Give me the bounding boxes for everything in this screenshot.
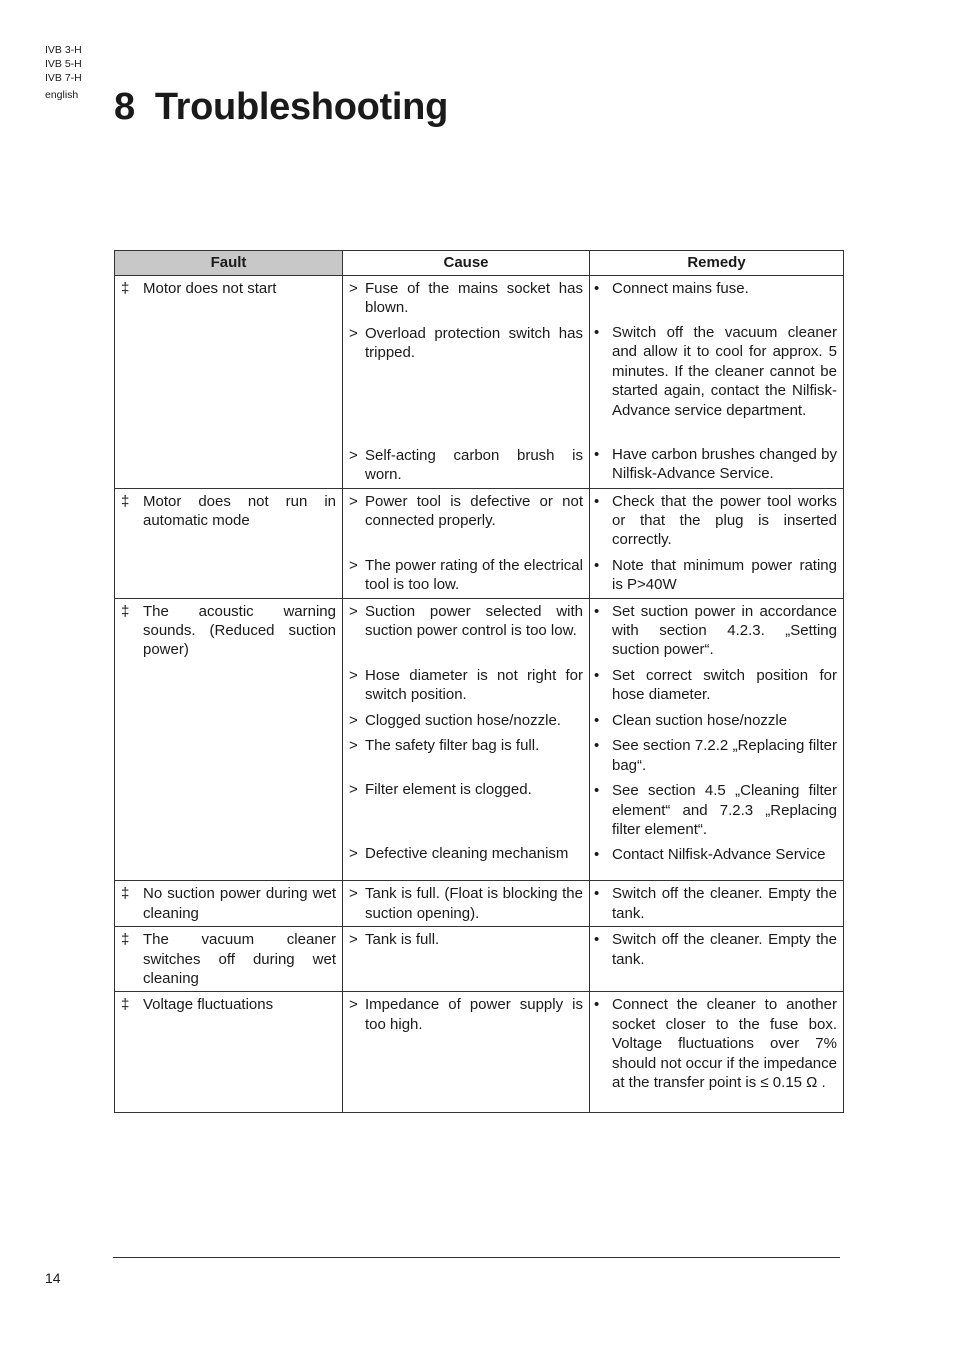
fault-marker-icon: ‡	[121, 602, 130, 620]
fault-text: Voltage fluctuations	[143, 996, 274, 1014]
cause-marker-icon: >	[349, 737, 358, 755]
remedy-text: Have carbon brushes changed by Nilfisk-Advance Service.	[612, 446, 837, 483]
fault-cell	[115, 992, 343, 1113]
cause-text: The safety filter bag is full.	[365, 737, 540, 755]
cause-text: Suction power selected with suction power control is too low.	[365, 602, 583, 640]
remedy-bullet-icon: •	[594, 885, 600, 903]
remedy-bullet-icon: •	[594, 931, 600, 949]
cause-entry	[343, 553, 589, 598]
cause-entry	[343, 992, 589, 1112]
page-title	[114, 84, 448, 130]
fault-marker-icon: ‡	[121, 931, 130, 949]
table-row	[115, 276, 844, 489]
fault-cell	[115, 881, 343, 927]
cause-text: Defective cleaning mechanism	[365, 845, 569, 863]
fault-text: No suction power during wet cleaning	[143, 885, 336, 922]
cause-text: Power tool is defective or not connected properly.	[365, 492, 583, 530]
fault-text: The acoustic warning sounds. (Reduced suction power)	[143, 602, 336, 659]
cause-marker-icon: >	[349, 711, 358, 729]
cause-text: Overload protection switch has tripped.	[365, 324, 583, 362]
model-label: IVB 3-H	[45, 44, 82, 56]
cause-text: Hose diameter is not right for switch position.	[365, 666, 583, 704]
cause-cell	[343, 598, 590, 881]
column-header-fault: Fault	[115, 251, 343, 276]
remedy-text: Set correct switch position for hose diameter.	[612, 666, 837, 704]
fault-cell	[115, 598, 343, 881]
fault-cell	[115, 276, 343, 489]
cause-marker-icon: >	[349, 931, 358, 949]
remedy-entry	[590, 442, 843, 487]
remedy-bullet-icon: •	[594, 996, 600, 1014]
remedy-text: Switch off the cleaner. Empty the tank.	[612, 885, 837, 922]
cause-cell	[343, 488, 590, 598]
fault-marker-icon: ‡	[121, 492, 130, 510]
remedy-text: Connect the cleaner to another socket closer to the fuse box. Voltage fluctuations over 7% should not occur if the impedance at the transfer point is ≤ 0.15 Ω .	[612, 996, 837, 1091]
remedy-bullet-icon: •	[594, 666, 600, 684]
cause-marker-icon: >	[349, 885, 358, 903]
fault-entry	[115, 992, 342, 1017]
remedy-text: Check that the power tool works or that the plug is inserted correctly.	[612, 492, 837, 549]
cause-entry	[343, 927, 589, 991]
fault-cell	[115, 488, 343, 598]
cause-entry	[343, 599, 589, 663]
cause-cell	[343, 276, 590, 489]
remedy-cell	[590, 992, 844, 1113]
cause-entry	[343, 881, 589, 926]
troubleshooting-table	[114, 250, 844, 1113]
cause-text: Clogged suction hose/nozzle.	[365, 711, 561, 729]
cause-entry	[343, 489, 589, 553]
cause-marker-icon: >	[349, 781, 358, 799]
cause-entry	[343, 663, 589, 708]
cause-entry	[343, 276, 589, 321]
remedy-entry	[590, 733, 843, 778]
fault-text: The vacuum cleaner switches off during wet cleaning	[143, 931, 336, 987]
fault-entry	[115, 881, 342, 926]
table-row	[115, 992, 844, 1113]
cause-cell	[343, 881, 590, 927]
table-row	[115, 927, 844, 992]
fault-entry	[115, 276, 342, 301]
remedy-entry	[590, 778, 843, 842]
cause-marker-icon: >	[349, 845, 358, 863]
chapter-number: 8	[114, 86, 135, 128]
remedy-entry	[590, 992, 843, 1112]
cause-text: The power rating of the electrical tool is too low.	[365, 556, 583, 594]
table-row	[115, 881, 844, 927]
cause-cell	[343, 927, 590, 992]
remedy-bullet-icon: •	[594, 737, 600, 755]
cause-marker-icon: >	[349, 280, 358, 297]
cause-text: Filter element is clogged.	[365, 781, 532, 799]
remedy-entry	[590, 276, 843, 320]
remedy-entry	[590, 489, 843, 553]
cause-entry	[343, 841, 589, 879]
remedy-entry	[590, 599, 843, 663]
fault-marker-icon: ‡	[121, 996, 130, 1014]
remedy-text: See section 4.5 „Cleaning filter element“ and 7.2.3 „Replacing filter element“.	[612, 782, 837, 838]
remedy-bullet-icon: •	[594, 782, 600, 800]
remedy-cell	[590, 276, 844, 489]
remedy-entry	[590, 663, 843, 708]
remedy-text: Set suction power in accordance with section 4.2.3. „Setting suction power“.	[612, 602, 837, 659]
cause-marker-icon: >	[349, 492, 358, 510]
model-list	[45, 43, 82, 85]
cause-entry	[343, 708, 589, 733]
cause-marker-icon: >	[349, 996, 358, 1014]
cause-entry	[343, 321, 589, 443]
cause-entry	[343, 733, 589, 777]
remedy-text: Note that minimum power rating is P>40W	[612, 556, 837, 594]
table-body	[115, 276, 844, 1113]
remedy-cell	[590, 488, 844, 598]
fault-marker-icon: ‡	[121, 280, 130, 297]
model-label: IVB 7-H	[45, 72, 82, 84]
cause-text: Tank is full. (Float is blocking the suction opening).	[365, 885, 583, 922]
fault-cell	[115, 927, 343, 992]
cause-text: Tank is full.	[365, 931, 440, 949]
cause-marker-icon: >	[349, 666, 358, 684]
remedy-bullet-icon: •	[594, 711, 600, 729]
remedy-bullet-icon: •	[594, 280, 600, 297]
model-label: IVB 5-H	[45, 58, 82, 70]
fault-text: Motor does not run in automatic mode	[143, 492, 336, 530]
remedy-cell	[590, 598, 844, 881]
cause-text: Impedance of power supply is too high.	[365, 996, 583, 1033]
fault-entry	[115, 927, 342, 991]
cause-text: Fuse of the mains socket has blown.	[365, 280, 583, 317]
column-header-remedy: Remedy	[590, 251, 844, 276]
cause-entry	[343, 777, 589, 841]
remedy-entry	[590, 320, 843, 442]
remedy-cell	[590, 881, 844, 927]
cause-marker-icon: >	[349, 324, 358, 342]
remedy-cell	[590, 927, 844, 992]
cause-entry	[343, 443, 589, 488]
cause-marker-icon: >	[349, 556, 358, 574]
fault-marker-icon: ‡	[121, 885, 130, 903]
remedy-entry	[590, 553, 843, 598]
remedy-entry	[590, 927, 843, 991]
remedy-bullet-icon: •	[594, 492, 600, 510]
cause-marker-icon: >	[349, 602, 358, 620]
table-row	[115, 598, 844, 881]
fault-entry	[115, 599, 342, 663]
remedy-entry	[590, 708, 843, 733]
fault-text: Motor does not start	[143, 280, 277, 297]
column-header-cause: Cause	[343, 251, 590, 276]
fault-entry	[115, 489, 342, 534]
footer-divider	[113, 1257, 840, 1258]
chapter-title: Troubleshooting	[154, 86, 448, 128]
page-number: 14	[45, 1270, 61, 1286]
remedy-text: Clean suction hose/nozzle	[612, 711, 788, 729]
remedy-text: See section 7.2.2 „Replacing filter bag“.	[612, 737, 837, 774]
cause-text: Self-acting carbon brush is worn.	[365, 446, 583, 484]
remedy-bullet-icon: •	[594, 446, 600, 463]
cause-marker-icon: >	[349, 446, 358, 464]
remedy-entry	[590, 842, 843, 880]
remedy-bullet-icon: •	[594, 846, 600, 864]
remedy-bullet-icon: •	[594, 602, 600, 620]
remedy-text: Switch off the vacuum cleaner and allow it to cool for approx. 5 minutes. If the cleaner cannot be started again, contact the Nilfisk-Advance service department.	[612, 324, 837, 419]
table-header-row	[115, 251, 844, 276]
remedy-text: Switch off the cleaner. Empty the tank.	[612, 931, 837, 968]
remedy-text: Connect mains fuse.	[612, 280, 749, 297]
cause-cell	[343, 992, 590, 1113]
remedy-bullet-icon: •	[594, 556, 600, 574]
remedy-bullet-icon: •	[594, 324, 600, 341]
remedy-text: Contact Nilfisk-Advance Service	[612, 846, 826, 864]
language-label: english	[45, 89, 79, 101]
remedy-entry	[590, 881, 843, 926]
table-row	[115, 488, 844, 598]
